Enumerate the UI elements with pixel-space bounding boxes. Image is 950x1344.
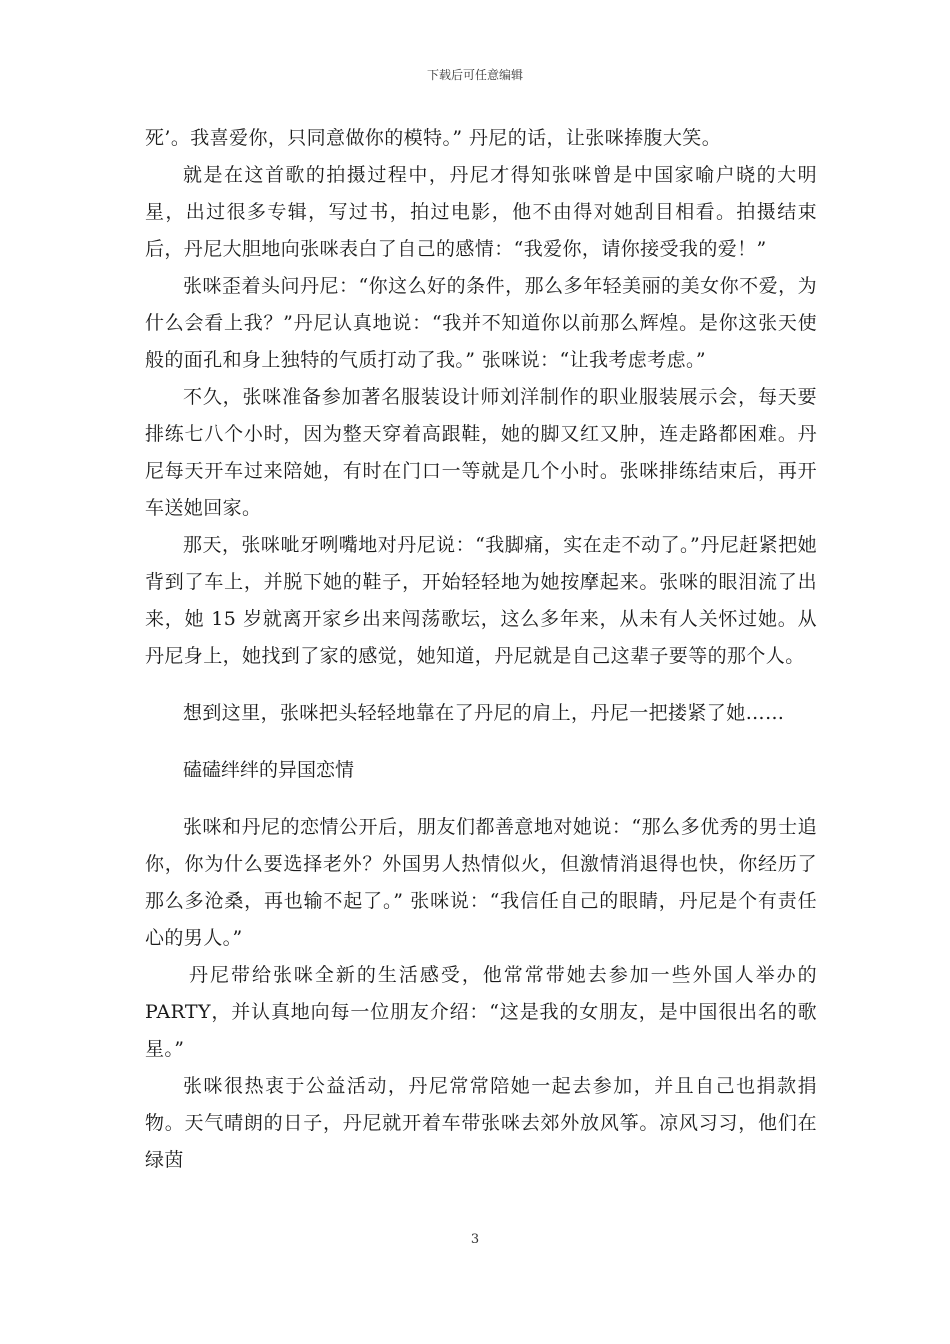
paragraph-3: 张咪歪着头问丹尼：“你这么好的条件，那么多年轻美丽的美女你不爱，为什么会看上我？”丹尼认真地说：“我并不知道你以前那么辉煌。是你这张天使般的面孔和身上独特的气质打动了我。” 张咪说：“让我考虑考虑。” — [145, 275, 817, 371]
paragraph-4: 不久，张咪准备参加著名服装设计师刘洋制作的职业服装展示会，每天要排练七八个小时，因为整天穿着高跟鞋，她的脚又红又肿，连走路都困难。丹尼每天开车过来陪她，有时在门口一等就是几个小时。张咪排练结束后，再开车送她回家。 — [145, 386, 817, 519]
paragraph-7: 张咪和丹尼的恋情公开后，朋友们都善意地对她说：“那么多优秀的男士追你，你为什么要选择老外？外国男人热情似火，但激情消退得也快，你经历了那么多沧桑，再也输不起了。” 张咪说：“我信任自己的眼睛，丹尼是个有责任心的男人。” — [145, 816, 817, 949]
section-title: 磕磕绊绊的异国恋情 — [183, 759, 355, 781]
paragraph-8: 丹尼带给张咪全新的生活感受，他常常带她去参加一些外国人举办的PARTY，并认真地向每一位朋友介绍：“这是我的女朋友，是中国很出名的歌星。” — [145, 964, 817, 1060]
page-number: 3 — [470, 1232, 480, 1247]
page-header: 下载后可任意编辑 — [426, 68, 523, 82]
paragraph-9: 张咪很热衷于公益活动，丹尼常常陪她一起去参加，并且自己也捐款捐物。天气晴朗的日子，丹尼就开着车带张咪去郊外放风筝。凉风习习，他们在绿茵 — [145, 1075, 817, 1171]
document-body — [145, 120, 817, 1179]
paragraph-5: 那天，张咪呲牙咧嘴地对丹尼说：“我脚痛，实在走不动了。”丹尼赶紧把她背到了车上，并脱下她的鞋子，开始轻轻地为她按摩起来。张咪的眼泪流了出来，她 15 岁就离开家乡出来闯荡歌坛，这么多年来，从未有人关怀过她。从丹尼身上，她找到了家的感觉，她知道，丹尼就是自己这辈子要等的那个人。 — [145, 534, 817, 667]
paragraph-1: 死’。我喜爱你，只同意做你的模特。” 丹尼的话，让张咪捧腹大笑。 — [145, 127, 722, 149]
paragraph-2: 就是在这首歌的拍摄过程中，丹尼才得知张咪曾是中国家喻户晓的大明星，出过很多专辑，写过书，拍过电影，他不由得对她刮目相看。拍摄结束后，丹尼大胆地向张咪表白了自己的感情：“我爱你，请你接受我的爱！” — [145, 164, 817, 260]
paragraph-6: 想到这里，张咪把头轻轻地靠在了丹尼的肩上，丹尼一把搂紧了她…… — [183, 702, 785, 724]
